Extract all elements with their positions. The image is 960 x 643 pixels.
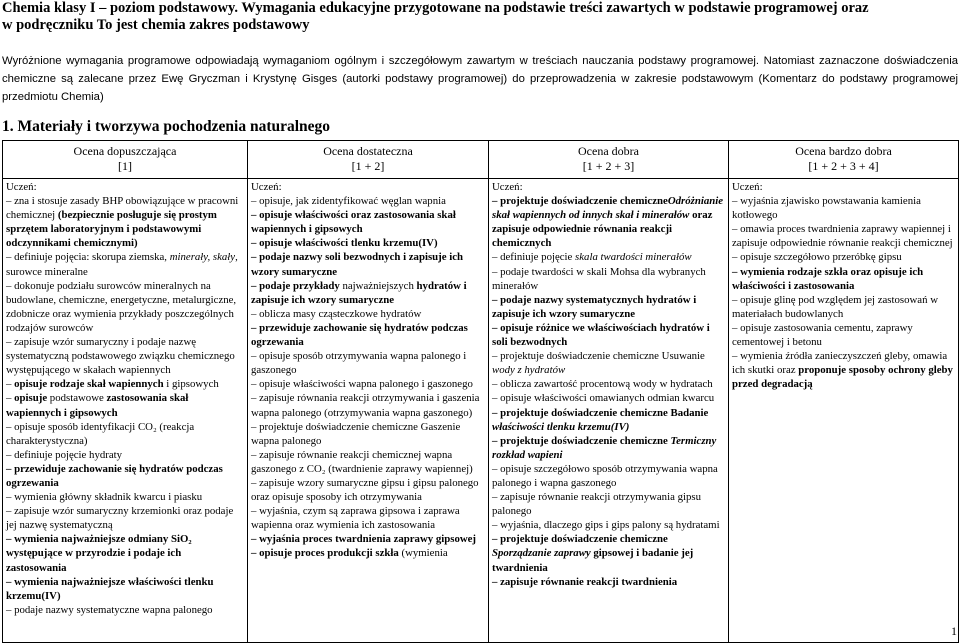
requirement-text: – wyjaśnia, czym są zaprawa gipsowa i zaprawa wapienna oraz wymienia ich zastosowania [251,505,460,532]
intro-paragraph: Wyróżnione wymagania programowe odpowiadają wymaganiom ogólnym i szczegółowym zawartym w treściach nauczania podstawy programowej. Natomiast zaznaczone doświadczenia chemiczne są zalecane przez Ewę Gryczman i Krystynę Gisges (autorki podstawy programowej) do przeprowadzenia w zakresie podstawowym (Komentarz do podstawy programowej przedmiotu Chemia) [2,55,958,103]
requirement-text: proponuje sposoby ochrony gleby przed degradacją [732,364,953,391]
requirement-item [6,532,244,574]
requirement-text: – zapisuje wzór sumaryczny i podaje nazwę systematyczną podstawowego związku chemicznego występującego w skałach wapiennych [6,336,235,377]
requirement-text: właściwości tlenku krzemu(IV) [492,420,630,433]
requirements-grade-2 [248,179,489,643]
requirement-text: opisuje [14,392,48,405]
requirement-item [6,194,244,250]
requirement-item [6,490,244,504]
requirement-text: – opisuje zastosowania cementu, zaprawy cementowej i betonu [732,321,913,349]
requirement-item [6,279,244,335]
requirement-item [6,250,244,278]
requirement-text: , surowce mineralne [6,251,238,278]
requirement-item [6,335,244,377]
requirement-text: i gipsowych [163,378,219,391]
requirement-text: – przewiduje zachowanie się hydratów podczas ogrzewania [251,321,468,349]
requirement-text: – zapisuje równanie reakcji otrzymywania gipsu palonego [492,491,701,518]
requirement-text: – wymienia źródła zanieczyszczeń gleby, omawia ich skutki oraz [732,350,948,377]
title-line-2: w podręczniku To jest chemia zakres podstawowy [2,17,310,33]
header-grade-4 [729,141,959,179]
requirement-item [6,180,244,194]
requirement-text: – opisuje szczegółowo przeróbkę gipsu [732,251,902,264]
requirement-item [732,265,955,293]
requirement-text: – zapisuje równania reakcji otrzymywania i gaszenia wapna palonego (otrzymywania wapna gaszonego) [251,392,480,419]
requirement-text: – opisuje właściwości wapna palonego i gaszonego [251,378,473,391]
requirement-text: – przewiduje zachowanie się hydratów podczas ogrzewania [6,462,223,489]
requirement-item [251,349,485,377]
requirement-item [492,293,725,321]
requirement-item [492,250,725,264]
grade-name: Ocena dobra [578,144,639,158]
grade-name: Ocena dostateczna [323,144,413,158]
requirement-text: Termiczny rozkład wapieni [492,434,717,461]
requirement-item [251,420,485,448]
requirement-item [492,180,725,194]
requirement-item [6,448,244,462]
requirement-text: – podaje nazwy systematycznych hydratów i zapisuje ich wzory sumaryczne [492,293,697,320]
requirement-text: – definiuje pojęcie hydraty [6,448,123,461]
requirement-text: – wymienia główny składnik kwarcu i piasku [6,491,203,504]
header-grade-3 [489,141,729,179]
requirement-item [492,518,725,532]
requirement-text: – projektuje doświadczenie chemiczne [492,434,671,447]
requirement-text: – opisuje, jak zidentyfikować węglan wapnia [251,195,446,208]
requirement-item [251,279,485,307]
requirement-text: – definiuje pojęcia: skorupa ziemska, [6,251,170,264]
requirement-item [492,406,725,434]
requirement-text: – wymienia najważniejsze właściwości tlenku krzemu(IV) [6,575,214,602]
table-header-row [3,141,959,179]
requirement-item [492,377,725,391]
requirement-item [6,420,244,448]
requirement-text: hydratów i zapisuje ich wzory sumaryczne [251,279,467,306]
requirement-item [492,194,725,250]
requirement-item [251,391,485,419]
title-line-1: Chemia klasy I – poziom podstawowy. Wymagania edukacyjne przygotowane na podstawie treści zawartych w podstawie programowej oraz [2,0,869,16]
requirement-text: zastosowania skał wapiennych i gipsowych [6,392,189,419]
requirements-table [2,140,959,643]
requirement-text: opisuje rodzaje skał wapiennych [14,378,164,391]
requirement-text: – [6,392,15,405]
requirement-item [492,265,725,293]
requirement-text: – podaje nazwy systematyczne wapna palonego [6,603,213,616]
requirement-text: – oblicza zawartość procentową wody w hydratach [492,378,713,391]
requirement-text: – podaje przykłady [251,279,340,292]
requirement-item [251,321,485,349]
requirement-text: – opisuje różnice we właściwościach hydratów i soli bezwodnych [492,321,710,349]
requirement-text: – zna i stosuje zasady BHP obowiązujące w pracowni chemicznej [6,195,239,222]
requirement-text: – wyjaśnia proces twardnienia zaprawy gipsowej [251,533,477,546]
requirement-text: Sporządzanie zaprawy [492,547,591,560]
requirement-text: – projektuje doświadczenie chemiczne [492,195,668,208]
requirement-text: – zapisuje wzory sumaryczne gipsu i gipsu palonego oraz opisuje sposoby ich otrzymywania [251,476,479,504]
requirement-text: – projektuje doświadczenie chemiczne Gaszenie wapna palonego [251,420,461,447]
requirement-text: – opisuje proces produkcji szkła [251,547,399,560]
requirement-item [492,391,725,405]
requirement-text: (bezpiecznie posługuje się prostym sprzętem laboratoryjnym i podstawowymi odczynnikami chemicznymi) [6,209,217,250]
requirement-item [251,504,485,532]
requirement-text: – projektuje doświadczenie chemiczne Usuwanie [492,350,705,363]
table-body-row [3,179,959,643]
requirements-grade-3 [489,179,729,643]
requirement-text: wody z hydratów [492,364,566,377]
requirement-text: gipsowej i badanie jej twardnienia [492,547,694,574]
requirement-text: – opisuje właściwości tlenku krzemu(IV) [251,237,438,250]
requirement-item [251,532,485,546]
requirement-item [6,377,244,391]
header-grade-1 [3,141,248,179]
requirement-text: minerały, skały [169,251,236,264]
requirement-text: Uczeń: [732,181,763,193]
requirement-text: – opisuje sposób identyfikacji CO₂ (reakcja charakterystyczna) [6,420,195,447]
requirement-item [6,603,244,617]
requirement-item [732,222,955,250]
document-title [2,0,958,34]
requirement-item [492,321,725,349]
requirements-grade-4 [729,179,959,643]
requirement-item [251,180,485,194]
requirement-item [492,434,725,462]
requirement-item [492,462,725,490]
requirement-text: – wyjaśnia, dlaczego gips i gips palony są hydratami [492,519,720,532]
requirement-item [251,236,485,250]
requirement-item [492,490,725,518]
requirement-text: – projektuje doświadczenie chemiczne Badanie [492,406,709,419]
requirement-text: oraz zapisuje odpowiednie równania reakcji chemicznych [492,209,713,250]
grade-scale: [1 + 2] [351,159,385,173]
requirement-item [6,504,244,532]
requirement-item [251,448,485,476]
requirement-item [251,194,485,208]
requirement-item [732,321,955,349]
requirement-item [6,575,244,603]
requirement-item [492,349,725,377]
page-number: 1 [951,624,957,638]
requirement-text: najważniejszych [339,279,417,292]
requirement-item [732,180,955,194]
grade-scale: [1 + 2 + 3 + 4] [808,159,879,173]
requirement-text: – projektuje doświadczenie chemiczne [492,533,668,546]
requirement-text: podstawowe [47,392,107,405]
requirement-text: – wymienia najważniejsze odmiany SiO₂ występujące w przyrodzie i podaje ich zastosowania [6,533,192,574]
requirement-text: – zapisuje wzór sumaryczny krzemionki oraz podaje jej nazwę systematyczną [6,505,234,532]
requirement-text: – podaje nazwy soli bezwodnych i zapisuje ich wzory sumaryczne [251,251,464,278]
grade-name: Ocena dopuszczająca [73,144,177,158]
requirement-text: Uczeń: [492,181,523,193]
requirement-item [251,476,485,504]
requirement-text: – wyjaśnia zjawisko powstawania kamienia kotłowego [732,195,921,222]
requirement-item [732,194,955,222]
grade-name: Ocena bardzo dobra [795,144,892,158]
requirement-text: – zapisuje równanie reakcji twardnienia [492,575,678,588]
requirement-text: Uczeń: [251,181,282,193]
grade-scale: [1] [118,159,132,173]
requirement-item [6,391,244,419]
requirement-item [492,532,725,574]
requirement-item [251,377,485,391]
requirement-item [732,349,955,391]
requirement-item [251,307,485,321]
requirement-text: – wymienia rodzaje szkła oraz opisuje ich właściwości i zastosowania [732,265,924,292]
requirement-item [251,250,485,278]
requirement-text: – opisuje szczegółowo sposób otrzymywania wapna palonego i wapna gaszonego [492,462,718,489]
grade-scale: [1 + 2 + 3] [582,159,635,173]
requirement-text: skala twardości minerałów [575,251,692,264]
requirement-item [6,462,244,490]
requirement-item [251,208,485,236]
requirement-text: Uczeń: [6,181,37,193]
section-title: 1. Materiały i tworzywa pochodzenia naturalnego [2,118,331,135]
requirement-item [492,575,725,589]
requirement-text: – opisuje glinę pod względem jej zastosowań w materiałach budowlanych [732,293,938,320]
requirement-text: – definiuje pojęcie [492,251,576,264]
requirement-text: – omawia proces twardnienia zaprawy wapiennej i zapisuje odpowiednie równanie reakcji chemicznej [732,223,953,250]
header-grade-2 [248,141,489,179]
requirement-text: – podaje twardości w skali Mohsa dla wybranych minerałów [492,265,706,292]
requirement-text: – [6,378,15,391]
requirement-text: (wymienia [398,547,448,560]
requirement-item [732,293,955,321]
requirement-text: – opisuje właściwości omawianych odmian kwarcu [492,392,715,405]
requirement-text: – opisuje właściwości oraz zastosowania skał wapiennych i gipsowych [251,209,456,236]
requirement-text: – dokonuje podziału surowców mineralnych na budowlane, chemiczne, energetyczne, metalurgiczne, zdobnicze oraz wymienia przykłady poszczególnych rodzajów surowców [6,279,237,334]
requirement-text: Odróżnianie skał wapiennych od innych skał i minerałów [492,195,724,222]
requirement-text: – oblicza masy cząsteczkowe hydratów [251,307,422,320]
requirements-grade-1 [3,179,248,643]
requirement-text: – zapisuje równanie reakcji chemicznej wapna gaszonego z CO₂ (twardnienie zaprawy wapiennej) [251,448,473,475]
requirement-text: – opisuje sposób otrzymywania wapna palonego i gaszonego [251,350,467,377]
requirement-item [732,250,955,264]
requirement-item [251,546,485,560]
